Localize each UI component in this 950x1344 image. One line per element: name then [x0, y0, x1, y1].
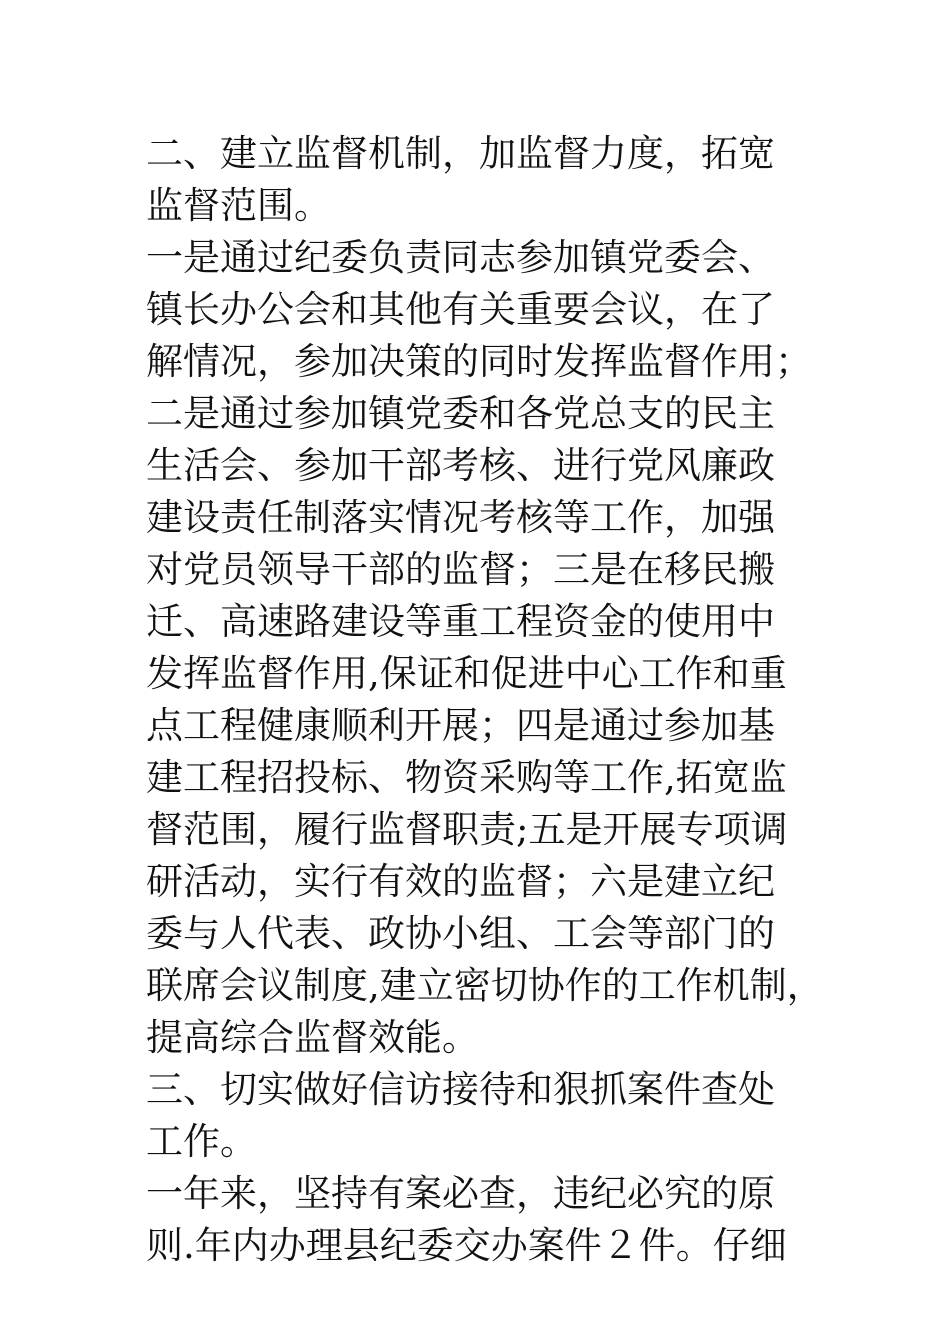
text-line: 迁、高速路建设等重工程资金的使用中: [146, 600, 775, 643]
text-line: 联席会议制度,建立密切协作的工作机制，: [146, 964, 824, 1007]
text-line: 二是通过参加镇党委和各党总支的民主: [146, 392, 775, 435]
text-line: 三、切实做好信访接待和狠抓案件查处: [146, 1068, 775, 1111]
text-line: 则.年内办理县纪委交办案件２件。仔细: [146, 1224, 787, 1267]
text-line: 镇长办公会和其他有关重要会议，在了: [146, 288, 775, 331]
text-line: 对党员领导干部的监督；三是在移民搬: [146, 548, 775, 591]
text-line: 一年来，坚持有案必查，违纪必究的原: [146, 1172, 775, 1215]
text-line: 提高综合监督效能。: [146, 1016, 479, 1059]
document-body: [146, 128, 836, 1272]
text-line: 一是通过纪委负责同志参加镇党委会、: [146, 236, 775, 279]
text-line: 工作。: [146, 1120, 257, 1163]
text-line: 监督范围。: [146, 184, 331, 227]
text-line: 委与人代表、政协小组、工会等部门的: [146, 912, 775, 955]
text-line: 督范围，履行监督职责;五是开展专项调: [146, 808, 788, 851]
text-line: 生活会、参加干部考核、进行党风廉政: [146, 444, 775, 487]
text-line: 建工程招投标、物资采购等工作,拓宽监: [146, 756, 787, 799]
text-line: 二、建立监督机制，加监督力度，拓宽: [146, 132, 775, 175]
text-line: 发挥监督作用,保证和促进中心工作和重: [146, 652, 787, 695]
text-line: 建设责任制落实情况考核等工作，加强: [146, 496, 775, 539]
text-line: 点工程健康顺利开展；四是通过参加基: [146, 704, 775, 747]
text-line: 研活动，实行有效的监督；六是建立纪: [146, 860, 775, 903]
text-line: 解情况，参加决策的同时发挥监督作用；: [146, 340, 812, 383]
